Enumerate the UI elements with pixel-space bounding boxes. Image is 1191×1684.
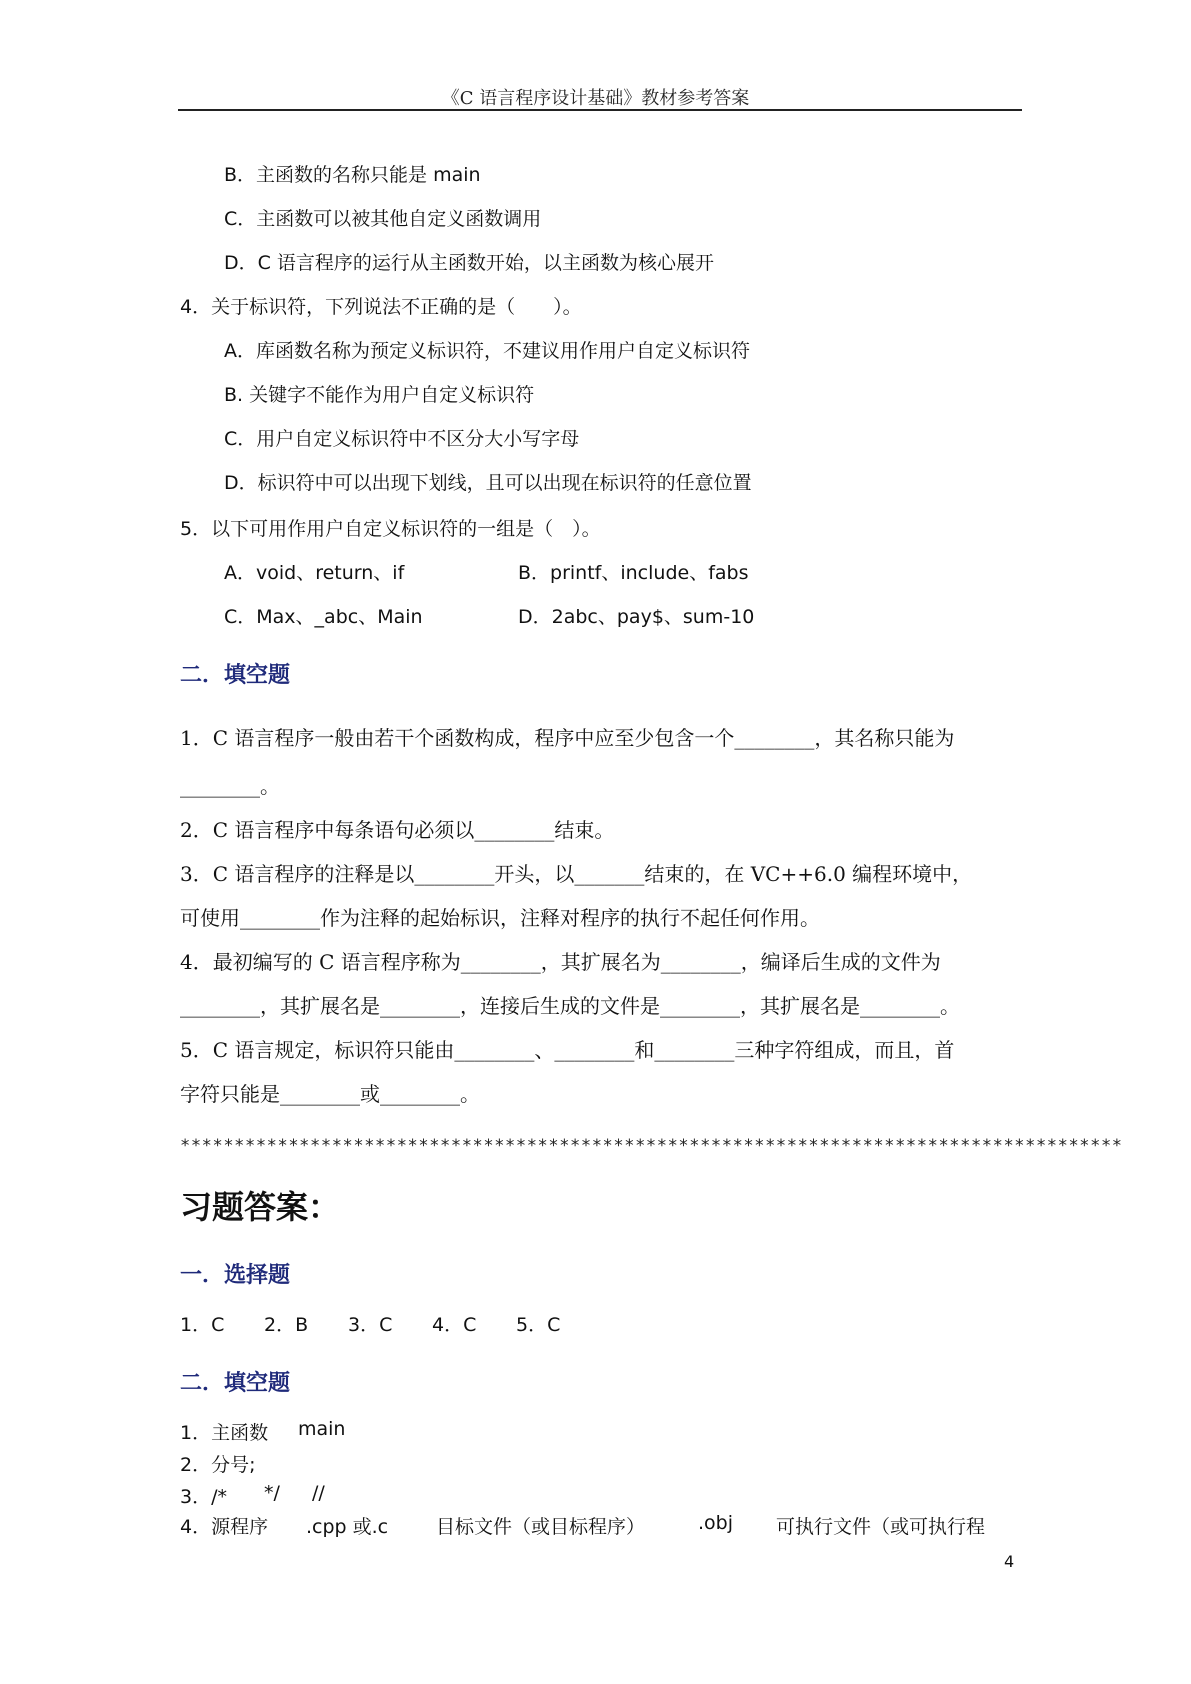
answer-choice-2: 2．B: [264, 1314, 309, 1336]
q4-option-c: C．用户自定义标识符中不区分大小写字母: [224, 428, 580, 450]
fill-q5-line1: 5．C 语言规定，标识符只能由________、________和________三种字符组成，而且，首: [180, 1038, 955, 1062]
fill-q3-line1: 3．C 语言程序的注释是以________开头，以_______结束的，在 VC++6.0 编程环境中，: [180, 862, 973, 886]
answer-fill-4-e: 可执行文件（或可执行程: [776, 1516, 986, 1538]
answer-fill-1-b: main: [298, 1418, 346, 1440]
fill-q1-line2: ________。: [180, 774, 280, 798]
fill-section-heading: 二．填空题: [180, 663, 291, 688]
answer-choice-4: 4．C: [432, 1314, 477, 1336]
answer-choice-1: 1．C: [180, 1314, 225, 1336]
fill-q1-line1: 1．C 语言程序一般由若干个函数构成，程序中应至少包含一个________，其名称只能为: [180, 726, 955, 750]
answer-fill-4-c: 目标文件（或目标程序）: [436, 1516, 646, 1538]
q3-option-b: B．主函数的名称只能是 main: [224, 164, 481, 186]
page-number: 4: [1004, 1552, 1015, 1571]
header-rule: [178, 109, 1022, 111]
page-header-title: 《C 语言程序设计基础》教材参考答案: [441, 88, 750, 109]
answer-choice-5: 5．C: [516, 1314, 561, 1336]
q5-option-a: A．void、return、if: [224, 562, 405, 584]
q5-stem: 5．以下可用作用户自定义标识符的一组是（ ）。: [180, 518, 601, 540]
answers-title: 习题答案：: [180, 1188, 341, 1226]
answer-fill-4-d: .obj: [698, 1512, 734, 1534]
answer-choice-3: 3．C: [348, 1314, 393, 1336]
fill-q5-line2: 字符只能是________或________。: [180, 1082, 480, 1106]
answers-fill-heading: 二．填空题: [180, 1371, 291, 1396]
q5-option-c: C．Max、_abc、Main: [224, 606, 423, 628]
q3-option-c: C．主函数可以被其他自定义函数调用: [224, 208, 542, 230]
q5-option-b: B．printf、include、fabs: [518, 562, 749, 584]
q3-option-d: D．C 语言程序的运行从主函数开始，以主函数为核心展开: [224, 252, 714, 274]
q4-option-d: D．标识符中可以出现下划线，且可以出现在标识符的任意位置: [224, 472, 752, 494]
answer-fill-4-b: .cpp 或.c: [306, 1516, 389, 1538]
q4-option-a: A．库函数名称为预定义标识符，不建议用作用户自定义标识符: [224, 340, 750, 362]
fill-q4-line1: 4．最初编写的 C 语言程序称为________，其扩展名为________，编译后生成的文件为: [180, 950, 941, 974]
answer-fill-1-a: 1．主函数: [180, 1422, 269, 1444]
answer-fill-3-a: 3．/*: [180, 1486, 227, 1508]
q4-option-b: B. 关键字不能作为用户自定义标识符: [224, 384, 535, 406]
answer-fill-2: 2．分号;: [180, 1454, 256, 1476]
q4-stem: 4．关于标识符，下列说法不正确的是（ ）。: [180, 296, 582, 318]
answer-fill-3-b: */: [264, 1482, 280, 1504]
q5-option-d: D．2abc、pay$、sum-10: [518, 606, 755, 628]
fill-q2: 2．C 语言程序中每条语句必须以________结束。: [180, 818, 615, 842]
answer-fill-4-a: 4．源程序: [180, 1516, 269, 1538]
fill-q3-line2: 可使用________作为注释的起始标识，注释对程序的执行不起任何作用。: [180, 906, 820, 930]
answers-choice-heading: 一．选择题: [180, 1263, 291, 1288]
fill-q4-line2: ________，其扩展名是________，连接后生成的文件是________，其扩展名是________。: [180, 994, 960, 1018]
separator-stars: ***************************************************************************************: [180, 1136, 1123, 1156]
answer-fill-3-c: //: [312, 1482, 325, 1504]
